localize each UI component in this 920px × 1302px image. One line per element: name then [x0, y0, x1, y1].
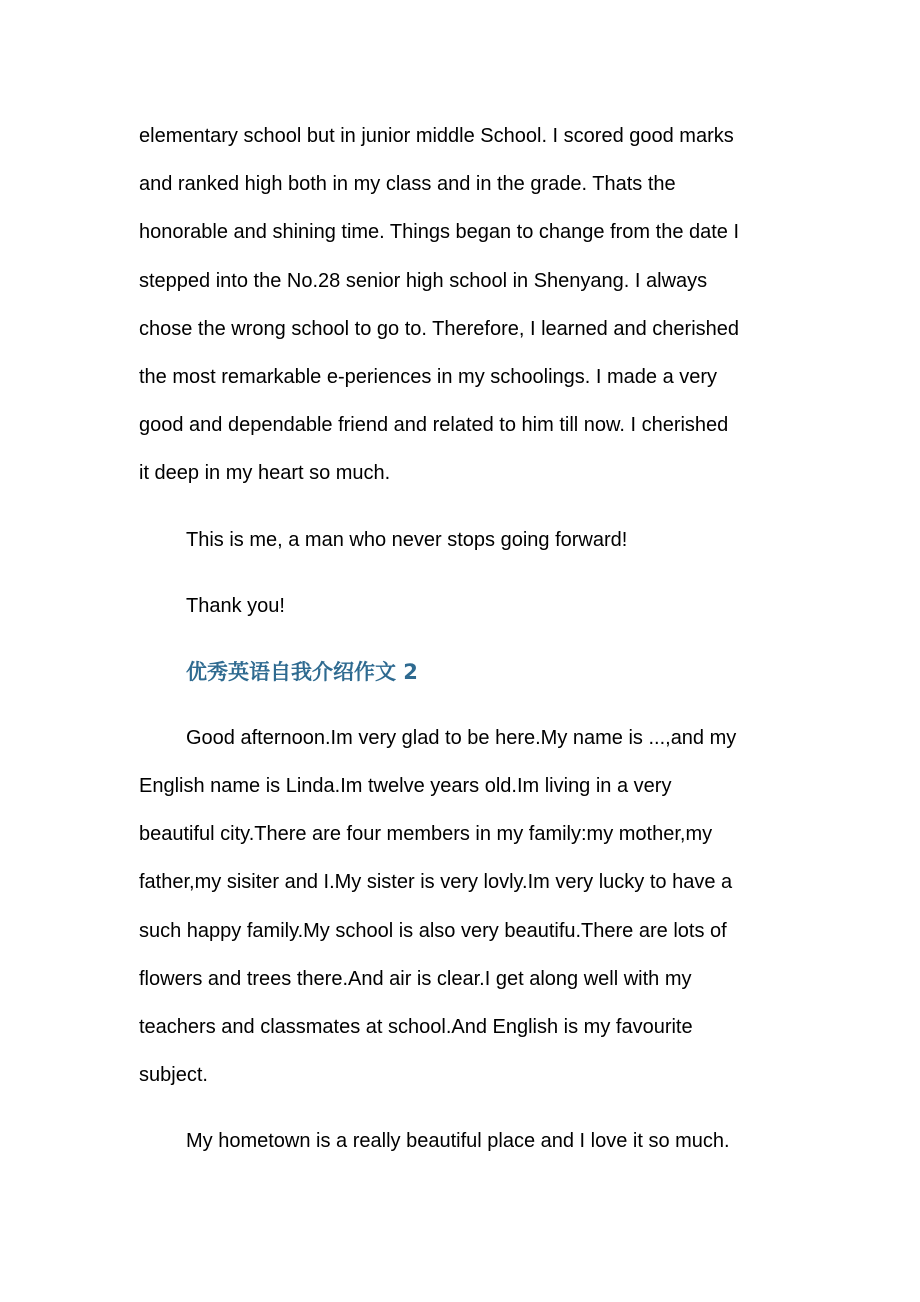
paragraph-5: My hometown is a really beautiful place and I love it so much. [186, 1130, 730, 1153]
paragraph-line: good and dependable friend and related to him till now. I cherished [139, 414, 729, 437]
paragraph-line: stepped into the No.28 senior high school in Shenyang. I always [139, 269, 708, 292]
paragraph-line: father,my sisiter and I.My sister is very lovly.Im very lucky to have a [139, 871, 733, 894]
paragraph-line: elementary school but in junior middle School. I scored good marks [139, 125, 734, 147]
paragraph-line: beautiful city.There are four members in my family:my mother,my [139, 823, 713, 846]
paragraph-line: English name is Linda.Im twelve years old.Im living in a very [139, 775, 672, 798]
paragraph-line: teachers and classmates at school.And English is my favourite [139, 1016, 693, 1039]
paragraph-line: such happy family.My school is also very beautifu.There are lots of [139, 919, 727, 942]
paragraph-2: This is me, a man who never stops going forward! [186, 528, 628, 551]
paragraph-1 [139, 112, 784, 498]
paragraph-line: honorable and shining time. Things began to change from the date I [139, 221, 740, 244]
paragraph-line: subject. [139, 1064, 208, 1087]
section-heading: 优秀英语自我介绍作文 2 [186, 659, 418, 684]
paragraph-3: Thank you! [186, 594, 285, 617]
paragraph-line: the most remarkable e-periences in my schoolings. I made a very [139, 365, 718, 388]
paragraph-line: it deep in my heart so much. [139, 462, 391, 485]
paragraph-line: Good afternoon.Im very glad to be here.My name is ...,and my [186, 726, 737, 749]
paragraph-line: flowers and trees there.And air is clear.I get along well with my [139, 967, 692, 990]
paragraph-4 [139, 714, 784, 1100]
document-body [139, 112, 784, 1184]
paragraph-line: chose the wrong school to go to. Therefore, I learned and cherished [139, 317, 740, 340]
paragraph-line: and ranked high both in my class and in the grade. Thats the [139, 173, 676, 196]
